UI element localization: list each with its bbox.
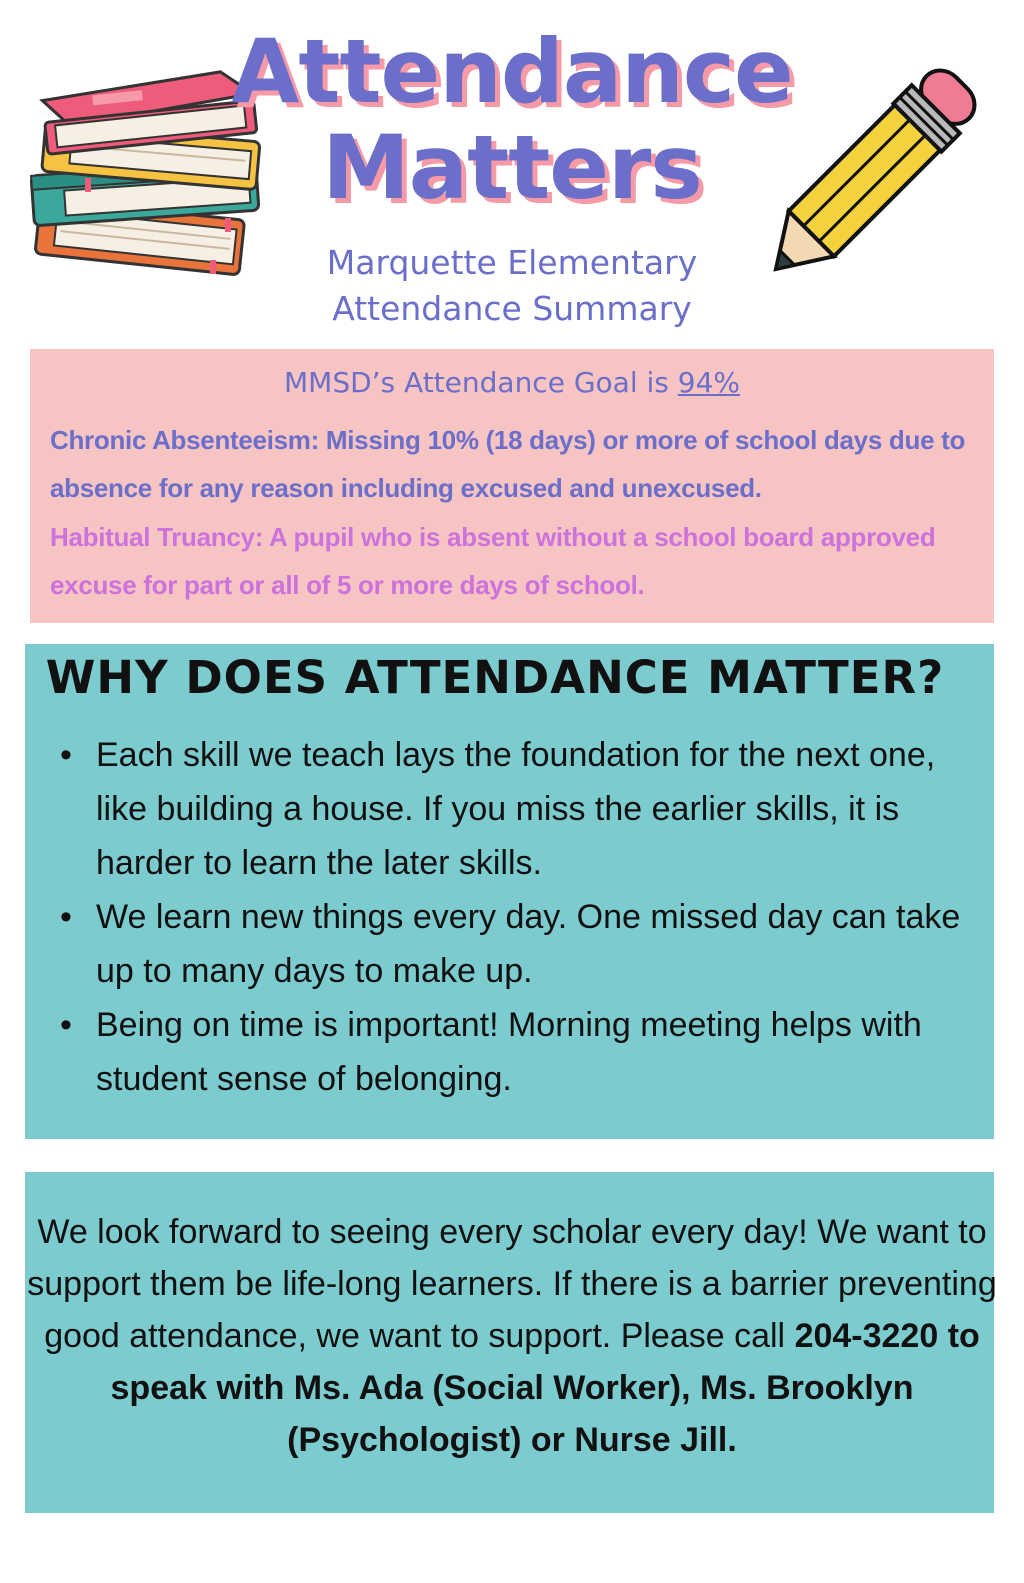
- list-item-text: Being on time is important! Morning meeting helps with student sense of belonging.: [96, 1006, 922, 1098]
- page-title-line2: Matters: [322, 116, 702, 219]
- list-item-text: Each skill we teach lays the foundation for the next one, like building a house. If you miss the earlier skills, it is harder to learn the later skills.: [96, 736, 936, 882]
- attendance-goal: [30, 362, 994, 404]
- list-item: [60, 998, 975, 1106]
- habitual-truancy-definition: Habitual Truancy: A pupil who is absent without a school board approved excuse for part or all of 5 or more days of school.: [50, 522, 936, 600]
- why-heading: WHY DOES ATTENDANCE MATTER?: [45, 651, 945, 704]
- list-item: [60, 728, 975, 890]
- support-message: [8, 1206, 1016, 1466]
- support-text: We look forward to seeing every scholar every day! We want to support them be life-long learners. If there is a barrier preventing good attendance, we want to support. Please call: [27, 1213, 997, 1355]
- subtitle-summary: Attendance Summary: [332, 289, 692, 328]
- subtitle-school: Marquette Elementary: [326, 243, 698, 282]
- bullet-icon: •: [60, 736, 72, 774]
- goal-label: MMSD’s Attendance Goal is: [284, 366, 678, 399]
- book-stack-icon: [25, 60, 265, 280]
- support-contact: 204-3220 to speak with Ms. Ada (Social Worker), Ms. Brooklyn (Psychologist) or Nurse Jill.: [110, 1317, 980, 1459]
- chronic-absenteeism-definition: Chronic Absenteeism: Missing 10% (18 days) or more of school days due to absence for any reason including excused and unexcused.: [50, 425, 966, 503]
- goal-value: 94%: [677, 366, 740, 399]
- list-item-text: We learn new things every day. One missed day can take up to many days to make up.: [96, 898, 961, 990]
- bullet-icon: •: [60, 1006, 72, 1044]
- why-list: [60, 728, 975, 1106]
- page-title-line1: Attendance: [231, 20, 793, 123]
- bullet-icon: •: [60, 898, 72, 936]
- list-item: [60, 890, 975, 998]
